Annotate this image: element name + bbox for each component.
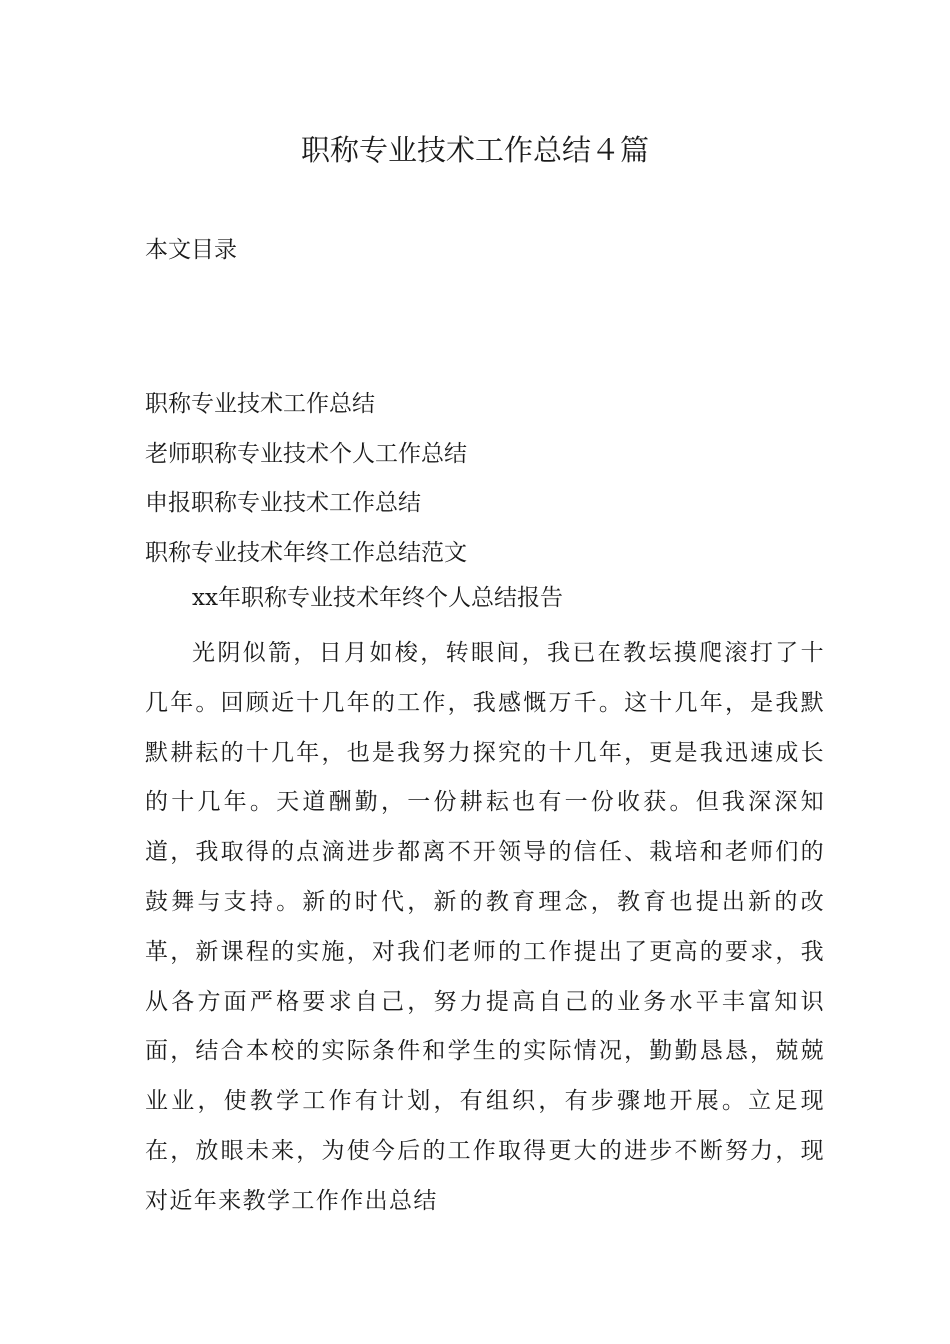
table-of-contents [145, 380, 467, 578]
toc-item: 职称专业技术工作总结 [145, 391, 375, 417]
report-title: xx年职称专业技术年终个人总结报告 [192, 585, 563, 611]
toc-item: 职称专业技术年终工作总结范文 [145, 539, 467, 566]
toc-item: 申报职称专业技术工作总结 [145, 490, 421, 516]
toc-heading: 本文目录 [145, 237, 237, 263]
body-paragraph: 光阴似箭，日月如梭，转眼间，我已在教坛摸爬滚打了十几年。回顾近十几年的工作，我感慨万千。这十几年，是我默默耕耘的十几年，也是我努力探究的十几年，更是我迅速成长的十几年。天道酬勤，一份耕耘也有一份收获。但我深深知道，我取得的点滴进步都离不开领导的信任、栽培和老师们的鼓舞与支持。新的时代，新的教育理念，教育也提出新的改革，新课程的实施，对我们老师的工作提出了更高的要求，我从各方面严格要求自己，努力提高自己的业务水平丰富知识面，结合本校的实际条件和学生的实际情况，勤勤恳恳，兢兢业业，使教学工作有计划，有组织，有步骤地开展。立足现在，放眼未来，为使今后的工作取得更大的进步不断努力，现对近年来教学工作作出总结 [145, 640, 825, 1214]
document-title: 职称专业技术工作总结４篇 [300, 133, 649, 167]
toc-item: 老师职称专业技术个人工作总结 [145, 440, 467, 467]
